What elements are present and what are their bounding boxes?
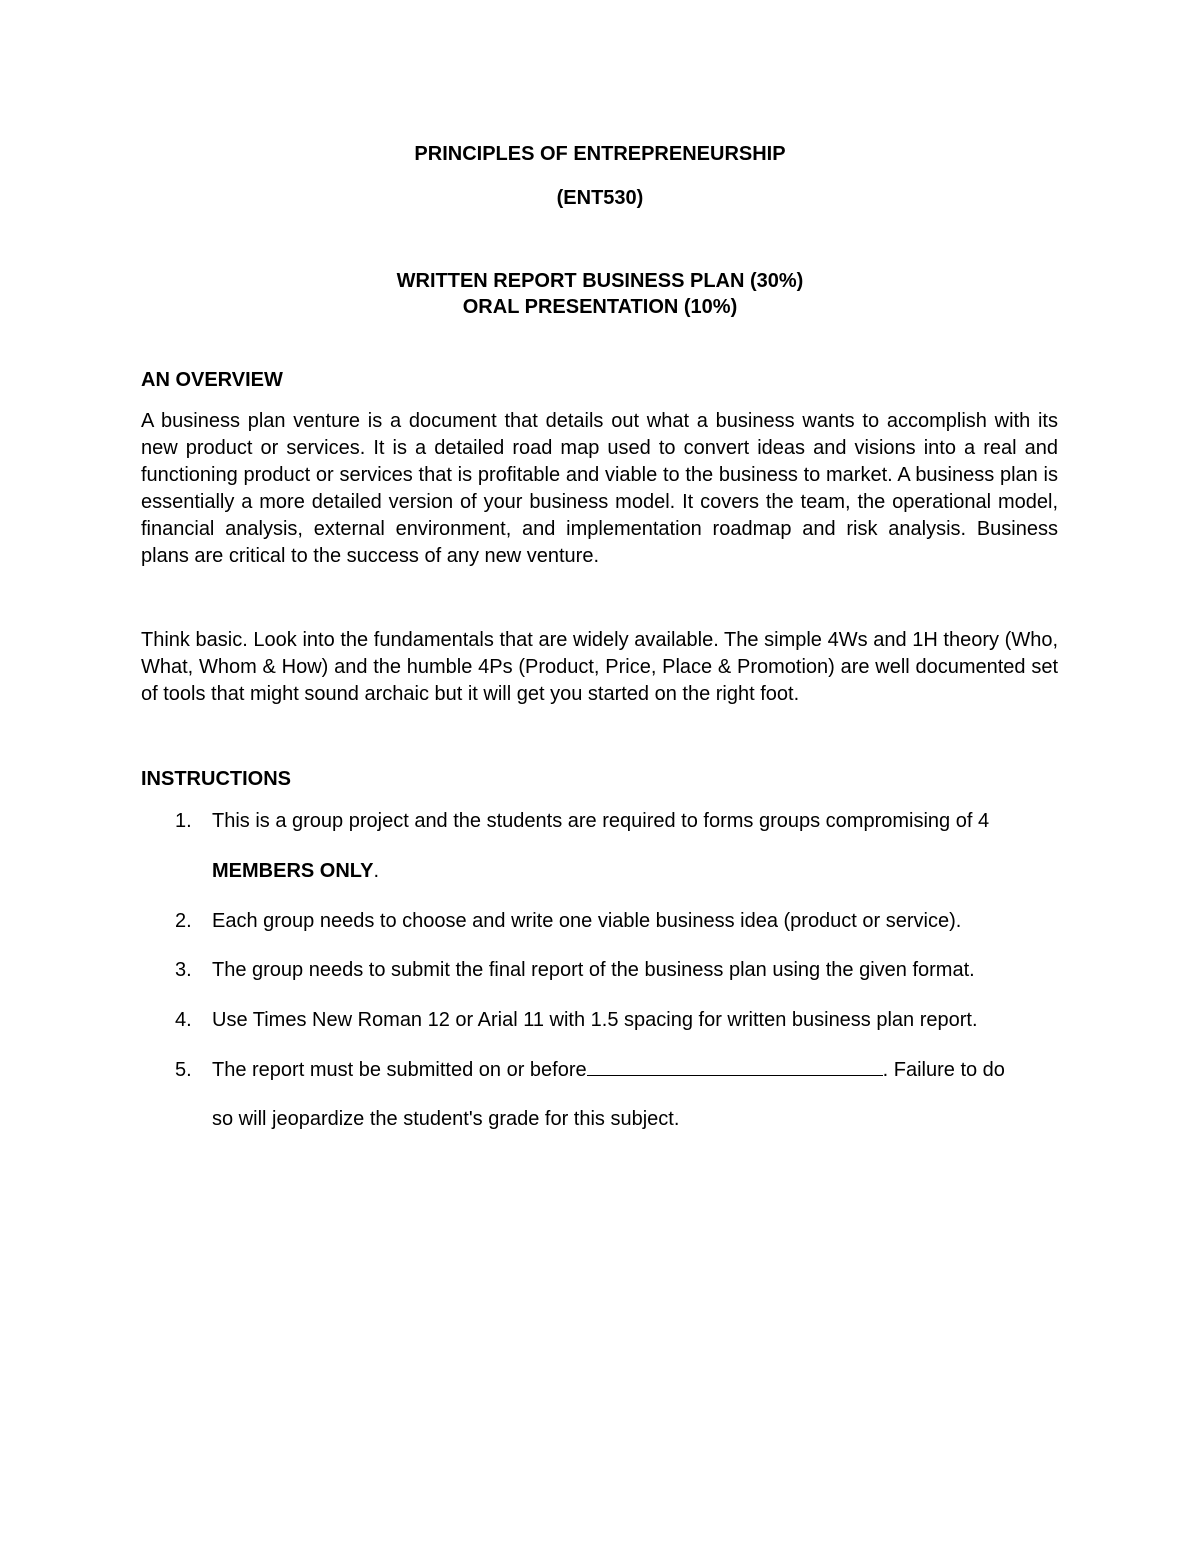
overview-paragraph-1: A business plan venture is a document that details out what a business wants to accomplish with its new product or services. It is a detailed road map used to convert ideas and visions into a real and functioning product or services that is profitable and viable to the business to market. A business plan is essentially a more detailed version of your business model. It covers the team, the operational model, financial analysis, external environment, and implementation roadmap and risk analysis. Business plans are critical to the success of any new venture. [141, 410, 1058, 567]
overview-heading: AN OVERVIEW [141, 369, 283, 391]
list-number: 3. [175, 959, 192, 981]
course-title: PRINCIPLES OF ENTREPRENEURSHIP [414, 143, 786, 165]
list-number: 5. [175, 1059, 192, 1081]
list-text-continuation: so will jeopardize the student's grade for this subject. [212, 1108, 680, 1130]
continuation-tail: . [373, 860, 380, 882]
list-text: This is a group project and the students are required to forms groups compromising of 4 [212, 810, 990, 832]
submission-date-blank [587, 1057, 883, 1076]
list-number: 2. [175, 910, 192, 932]
course-code: (ENT530) [556, 187, 644, 209]
list-text: The group needs to submit the final report of the business plan using the given format. [212, 959, 975, 981]
overview-paragraph-2: Think basic. Look into the fundamentals that are widely available. The simple 4Ws and 1H theory (Who, What, Whom & How) and the humble 4Ps (Product, Price, Place & Promotion) are well documented set of tools that might sound archaic but it will get you started on the right foot. [141, 629, 1058, 705]
instructions-heading: INSTRUCTIONS [141, 768, 291, 790]
list-text [212, 1057, 1058, 1083]
list-text: Each group needs to choose and write one viable business idea (product or service). [212, 910, 962, 932]
text-before-blank: The report must be submitted on or before [212, 1059, 587, 1081]
list-text: Use Times New Roman 12 or Arial 11 with 1.5 spacing for written business plan report. [212, 1009, 978, 1031]
list-number: 1. [175, 810, 192, 832]
list-text-continuation [212, 858, 1058, 884]
assessment-written-report: WRITTEN REPORT BUSINESS PLAN (30%) [396, 270, 804, 292]
list-number: 4. [175, 1009, 192, 1031]
text-after-blank: . Failure to do [882, 1059, 1005, 1081]
assessment-oral-presentation: ORAL PRESENTATION (10%) [462, 296, 738, 318]
members-only-emphasis: MEMBERS ONLY [212, 860, 374, 882]
